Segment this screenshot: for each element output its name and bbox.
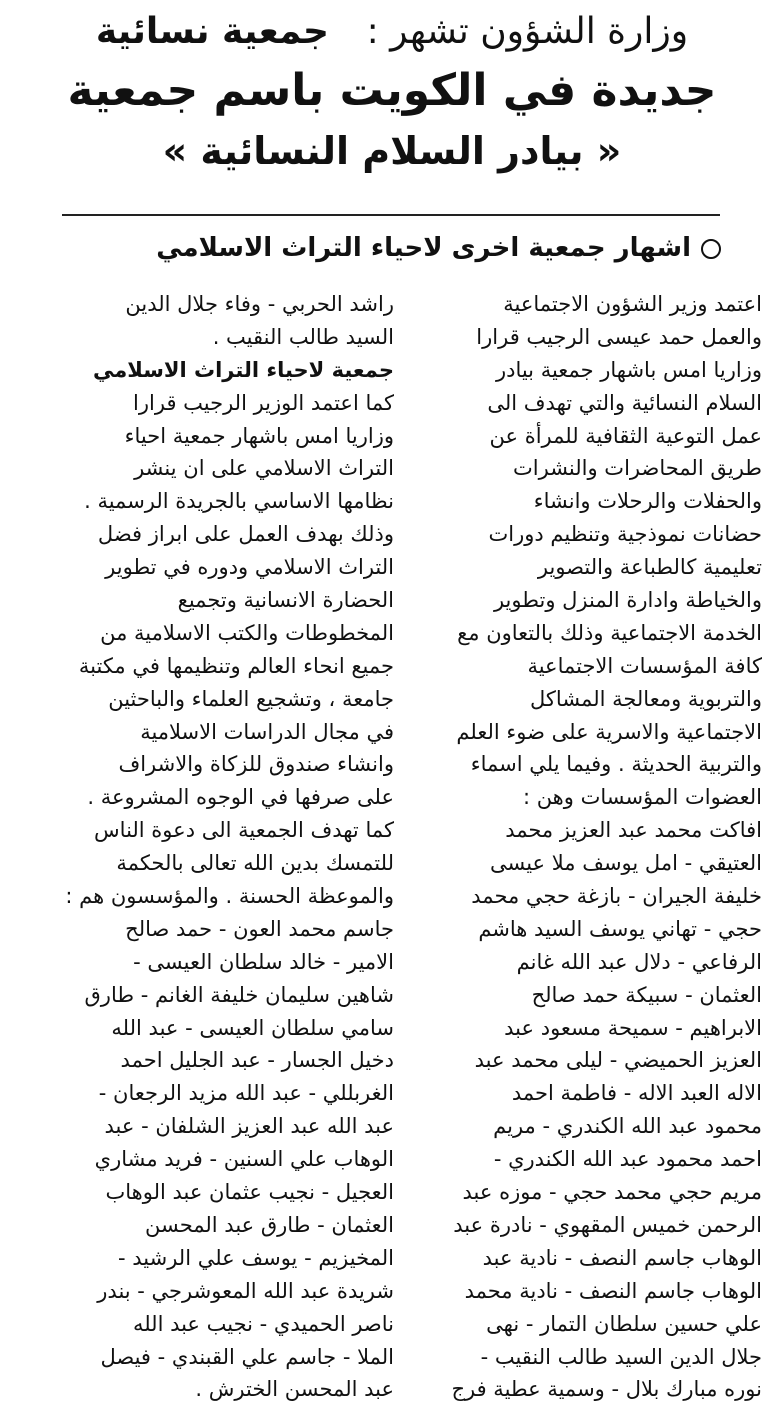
text-line: المخطوطات والكتب الاسلامية من xyxy=(100,620,394,645)
text-line: عمل التوعية الثقافية للمرأة عن xyxy=(489,423,762,448)
text-line: العثمان - طارق عبد المحسن xyxy=(144,1212,394,1237)
text-line: للتمسك بدين الله تعالى بالحكمة xyxy=(116,851,394,876)
text-line: الخدمة الاجتماعية وذلك بالتعاون مع xyxy=(457,620,762,645)
text-line: وزاريا امس باشهار جمعية احياء xyxy=(124,423,394,448)
text-line: نوره مبارك بلال - وسمية عطية فرج xyxy=(451,1377,762,1402)
text-line: افاكت محمد عبد العزيز محمد xyxy=(505,818,762,843)
article-column-left xyxy=(34,288,394,1406)
text-line: حضانات نموذجية وتنظيم دورات xyxy=(488,522,762,547)
headline-main-part: جمعية نسائية xyxy=(95,11,329,52)
text-line: عبد الله عبد العزيز الشلفان - عبد xyxy=(104,1114,394,1139)
text-line: احمد محمود عبد الله الكندري - xyxy=(493,1147,762,1172)
text-line: وانشاء صندوق للزكاة والاشراف xyxy=(118,752,394,777)
text-line: شريدة عبد الله المعوشرجي - بندر xyxy=(97,1278,394,1303)
text-line: الوهاب علي السنين - فريد مشاري xyxy=(94,1147,394,1172)
section-heading: جمعية لاحياء التراث الاسلامي xyxy=(93,357,394,382)
text-line: كما اعتمد الوزير الرجيب قرارا xyxy=(133,390,394,415)
text-line: الرحمن خميس المقهوي - نادرة عبد xyxy=(453,1212,762,1237)
subheadline xyxy=(95,228,721,268)
text-line: العثمان - سبيكة حمد صالح xyxy=(531,982,762,1007)
text-line: العزيز الحميضي - ليلى محمد عبد xyxy=(474,1048,762,1073)
circle-bullet-icon xyxy=(701,239,721,259)
text-line: ناصر الحميدي - نجيب عبد الله xyxy=(132,1311,394,1336)
text-line: على صرفها في الوجوه المشروعة . xyxy=(87,785,394,810)
text-line: السلام النسائية والتي تهدف الى xyxy=(487,390,762,415)
text-line: وزاريا امس باشهار جمعية بيادر xyxy=(495,357,762,382)
text-line: العضوات المؤسسات وهن : xyxy=(522,785,762,810)
subheadline-text: اشهار جمعية اخرى لاحياء التراث الاسلامي xyxy=(156,233,691,263)
text-line: خليفة الجيران - بازغة حجي محمد xyxy=(471,884,762,909)
text-line: المخيزيم - يوسف علي الرشيد - xyxy=(118,1245,394,1270)
text-line: الاجتماعية والاسرية على ضوء العلم xyxy=(456,719,762,744)
text-line: والحفلات والرحلات وانشاء xyxy=(533,489,762,514)
text-line: عبد المحسن الخترش . xyxy=(195,1377,394,1402)
text-line: دخيل الجسار - عبد الجليل احمد xyxy=(120,1048,394,1073)
text-line: الوهاب جاسم النصف - نادية عبد xyxy=(482,1245,762,1270)
text-line: راشد الحربي - وفاء جلال الدين xyxy=(125,292,394,316)
text-line: الرفاعي - دلال عبد الله غانم xyxy=(516,949,762,974)
text-line: تعليمية كالطباعة والتصوير xyxy=(537,555,762,580)
text-line: سامي سلطان العيسى - عبد الله xyxy=(111,1015,394,1040)
text-line: جاسم محمد العون - حمد صالح xyxy=(125,916,394,941)
text-line: حجي - تهاني يوسف السيد هاشم xyxy=(478,916,762,941)
headline xyxy=(30,6,754,178)
text-line: جميع انحاء العالم وتنظيمها في مكتبة xyxy=(78,653,394,678)
text-line: التراث الاسلامي على ان ينشر xyxy=(134,456,394,481)
text-line: علي حسين سلطان التمار - نهى xyxy=(486,1311,762,1336)
text-line: وذلك بهدف العمل على ابراز فضل xyxy=(97,522,394,547)
text-line: الوهاب جاسم النصف - نادية محمد xyxy=(464,1278,762,1303)
text-line: الملا - جاسم علي القبندي - فيصل xyxy=(100,1344,394,1369)
text-line: كافة المؤسسات الاجتماعية xyxy=(527,653,762,678)
text-line: الابراهيم - سميحة مسعود عبد xyxy=(504,1015,762,1040)
headline-divider xyxy=(62,214,720,216)
text-line: والتربية الحديثة . وفيما يلي اسماء xyxy=(470,752,762,777)
text-line: جامعة ، وتشجيع العلماء والباحثين xyxy=(108,686,394,711)
headline-line-1 xyxy=(30,6,754,58)
text-line: الاله العبد الاله - فاطمة احمد xyxy=(511,1081,762,1106)
text-line: محمود عبد الله الكندري - مريم xyxy=(493,1114,762,1139)
text-line: والتربوية ومعالجة المشاكل xyxy=(530,686,762,711)
text-line: الغربللي - عبد الله مزيد الرجعان - xyxy=(98,1081,394,1106)
text-line: السيد طالب النقيب . xyxy=(212,324,394,349)
text-line: والموعظة الحسنة . والمؤسسون هم : xyxy=(65,884,394,909)
text-line: العجيل - نجيب عثمان عبد الوهاب xyxy=(105,1180,394,1205)
text-line: كما تهدف الجمعية الى دعوة الناس xyxy=(94,818,394,843)
headline-line-3: « بيادر السلام النسائية » xyxy=(162,129,622,173)
text-line: في مجال الدراسات الاسلامية xyxy=(140,719,394,744)
text-line: شاهين سليمان خليفة الغانم - طارق xyxy=(84,982,394,1007)
text-line: والخياطة وادارة المنزل وتطوير xyxy=(493,588,762,613)
text-line: العتيقي - امل يوسف ملا عيسى xyxy=(489,851,762,876)
text-line: طريق المحاضرات والنشرات xyxy=(513,456,762,481)
text-line: والعمل حمد عيسى الرجيب قرارا xyxy=(476,324,762,349)
article-column-right xyxy=(406,288,762,1406)
text-line: نظامها الاساسي بالجريدة الرسمية . xyxy=(84,489,394,514)
text-line: الحضارة الانسانية وتجميع xyxy=(177,588,394,613)
text-line: جلال الدين السيد طالب النقيب - xyxy=(480,1344,762,1369)
headline-line-2: جديدة في الكويت باسم جمعية xyxy=(67,65,717,116)
text-line: التراث الاسلامي ودوره في تطوير xyxy=(105,555,394,580)
text-line: مريم حجي محمد حجي - موزه عبد xyxy=(462,1180,762,1205)
text-line: الامير - خالد سلطان العيسى - xyxy=(133,949,394,974)
text-line: اعتمد وزير الشؤون الاجتماعية xyxy=(503,292,762,316)
headline-kicker: وزارة الشؤون تشهر : xyxy=(366,11,689,52)
